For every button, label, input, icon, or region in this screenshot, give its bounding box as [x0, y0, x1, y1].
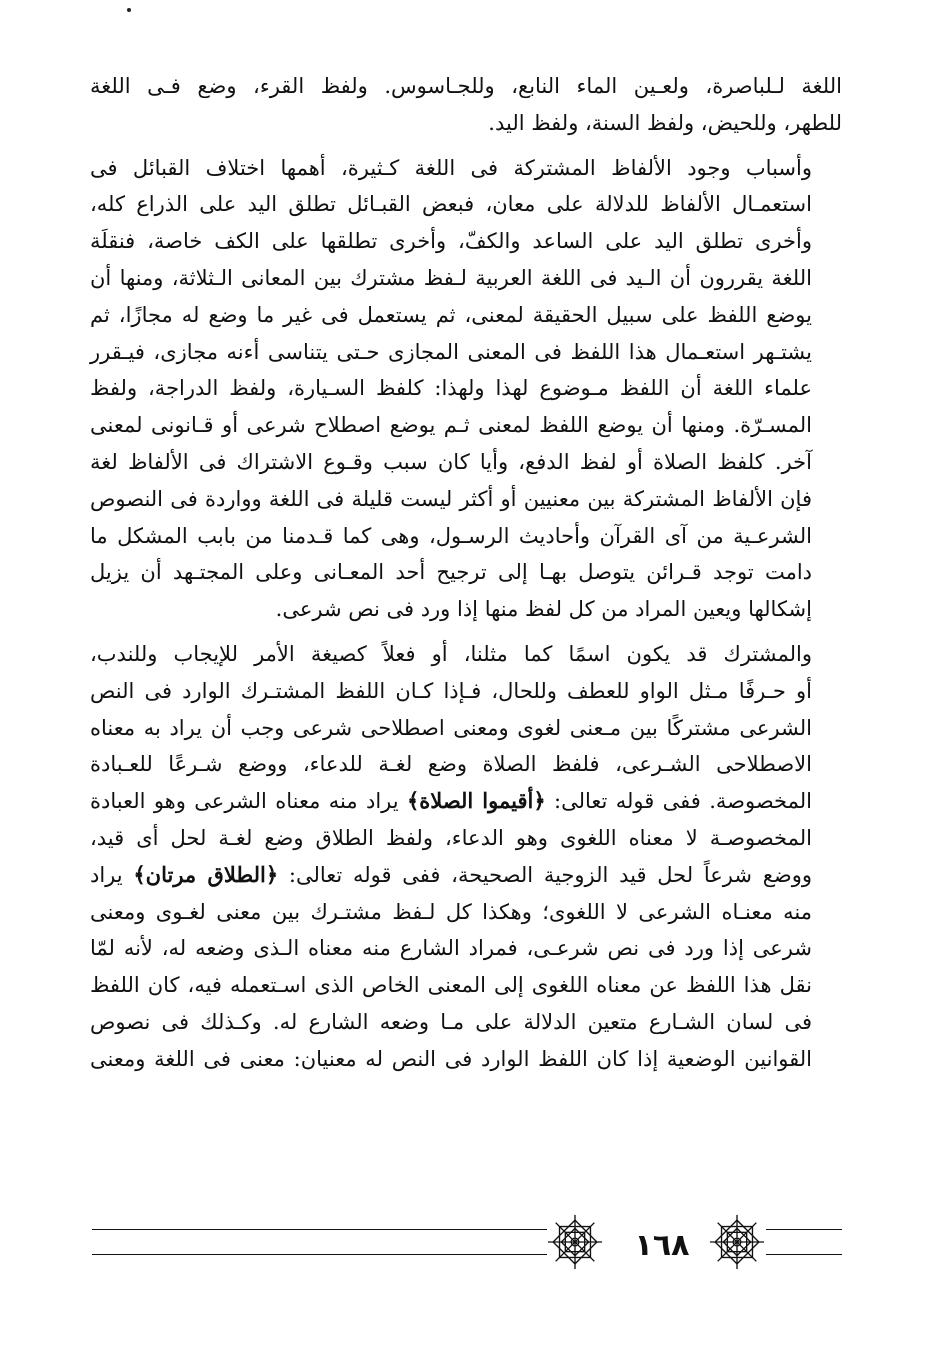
text-line: المخصوصـة لا معناه اللغوى وهو الدعاء، ولفظ الطلاق وضع لغـة لحل أى قيد، [90, 825, 812, 850]
page-footer [0, 1210, 933, 1290]
quran-verse: ﴿أقيموا الصلاة﴾ [406, 788, 546, 814]
text-line: وأسباب وجود الألفاظ المشتركة فى اللغة كـثيرة، أهمها اختلاف القبائل فى [90, 155, 812, 180]
text-line: إشكالها ويعين المراد من كل لفظ منها إذا ورد فى نص شرعى. [275, 597, 812, 622]
eight-point-star-ornament-icon [708, 1213, 766, 1271]
text-line: دامت توجد قـرائن يتوصل بهـا إلى ترجيح أحد المعـانى وعلى المجتـهد أن يزيل [90, 560, 812, 585]
text-line: الشرعى مشتركًا بين مـعنى لغوى ومعنى اصطلاحى شرعى وجب أن يراد به معناه [90, 715, 812, 740]
text-line: يوضع اللفظ على سبيل الحقيقة لمعنى، ثم يستعمل فى غير ما وضع له مجازًا، ثم [90, 302, 812, 327]
text-line: المسـرّة. ومنها أن يوضع اللفظ لمعنى ثـم يوضع اصطلاح شرعى أو قـانونى لمعنى [90, 413, 812, 438]
text-line: فإن الألفاظ المشتركة بين معنيين أو أكثر ليست قليلة فى اللغة وواردة فى النصوص [90, 486, 812, 511]
footer-rule-top-left [92, 1229, 547, 1230]
text-line: الشرعـية من آى القرآن وأحاديث الرسـول، وهى كما قـدمنا من بابب المشكل ما [90, 523, 812, 548]
text-line-with-quran-verse [90, 857, 842, 894]
text-line: والمشترك قد يكون اسمًا كما مثلنا، أو فعلاً كصيغة الأمر للإيجاب وللندب، [90, 641, 812, 666]
text-line: اللغة يقررون أن الـيد فى اللغة العربية لـفظ مشترك بين المعانى الـثلاثة، ومنها أن [90, 265, 812, 290]
text-line: فى لسان الشـارع متعين الدلالة على مـا وضعه الشارع له. وكـذلك فى نصوص [90, 1009, 812, 1034]
text-line: نقل هذا اللفظ عن معناه اللغوى إلى المعنى الخاص الذى اسـتعمله فيه، كان اللفظ [90, 973, 812, 998]
footer-rule-top-right [766, 1229, 842, 1230]
text-line: القوانين الوضعية إذا كان اللفظ الوارد فى النص له معنيان: معنى فى اللغة ومعنى [90, 1046, 812, 1071]
footer-rule-bottom-left [92, 1254, 547, 1255]
text-line: استعمـال الألفاظ للدلالة على معان، فبعض القبـائل تطلق اليد على الذراع كله، [90, 192, 812, 217]
footer-rule-bottom-right [766, 1254, 842, 1255]
top-mark-dot [127, 8, 131, 12]
text-line: الاصطلاحى الشـرعى، فلفظ الصلاة وضع لغـة للدعاء، ووضع شـرعًا للعـبادة [90, 752, 812, 777]
text-line: آخر. كلفظ الصلاة أو لفظ الدفع، وأيا كان سبب وقـوع الاشتراك فى الألفاظ لغة [90, 449, 812, 474]
text-line: علماء اللغة أن اللفظ مـوضوع لهذا ولهذا: كلفظ السـيارة، ولفظ الدراجة، ولفظ [90, 376, 812, 401]
page-number: ١٦٨ [634, 1228, 690, 1263]
quran-verse: ﴿الطلاق مرتان﴾ [133, 861, 279, 887]
text-segment: ووضع شرعاً لحل قيد الزوجية الصحيحة، ففى قوله تعالى: [278, 862, 812, 887]
eight-point-star-ornament-icon [546, 1213, 604, 1271]
paragraph-3 [90, 636, 842, 1078]
text-line: أو حـرفًا مـثل الواو للعطف وللحال، فـإذا كـان اللفظ المشتـرك الوارد فى النص [90, 678, 812, 703]
page-body [90, 68, 842, 1086]
text-line: منه معنـاه الشرعى لا اللغوى؛ وهكذا كل لـفظ مشتـرك بين معنى لغـوى ومعنى [90, 899, 812, 924]
text-line: اللغة لـلباصرة، ولعـين الماء النابع، وللجـاسوس. ولفظ القرء، وضع فـى اللغة [90, 74, 842, 98]
text-line-with-quran-verse [90, 783, 842, 820]
paragraph-2 [90, 150, 842, 628]
text-line: شرعى إذا ورد فى نص شرعـى، فمراد الشارع منه معناه الـذى وضعه له، لأنه لمّا [90, 936, 812, 961]
paragraph-1 [90, 68, 842, 142]
text-segment: المخصوصة. ففى قوله تعالى: [545, 789, 812, 814]
text-line: وأخرى تطلق اليد على الساعد والكفّ، وأخرى تطلقها على الكف خاصة، فنقلَة [90, 229, 812, 254]
text-segment: يراد [90, 862, 134, 887]
text-line: للطهر، وللحيض، ولفظ السنة، ولفظ اليد. [488, 110, 842, 135]
text-line: يشتـهر استعـمال هذا اللفظ فى المعنى المجازى حـتى يتناسى أءنه مجازى، فيـقرر [90, 339, 812, 364]
text-segment: يراد منه معناه الشرعى وهو العبادة [90, 789, 407, 814]
